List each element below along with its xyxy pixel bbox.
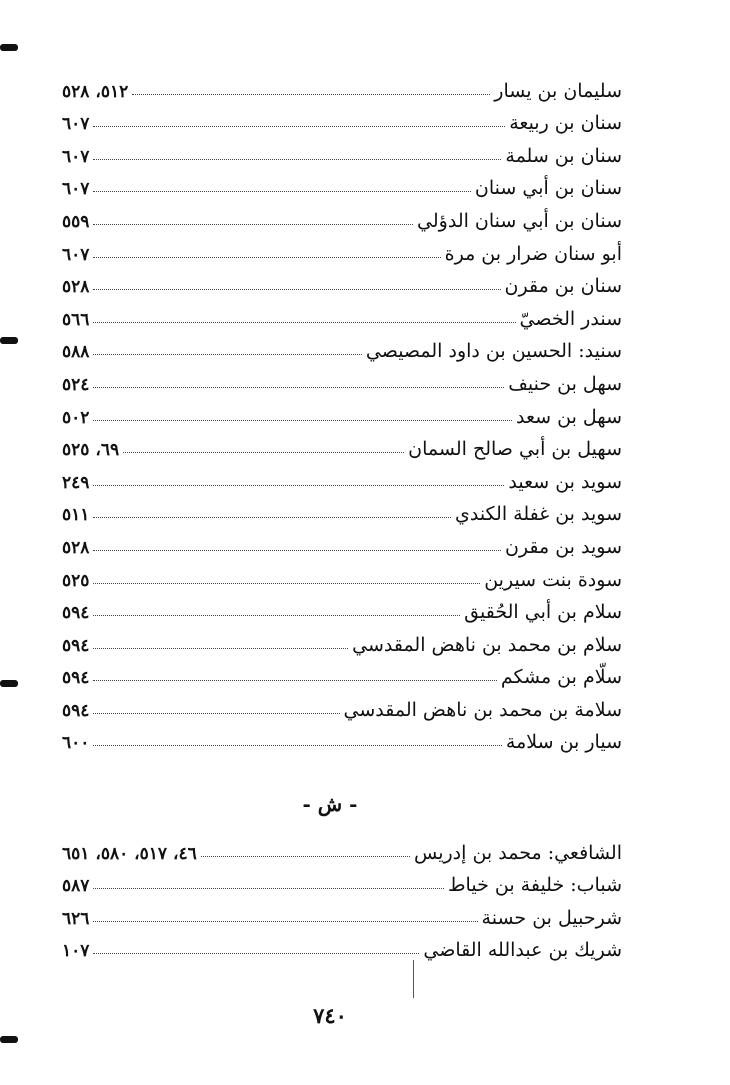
index-entry <box>62 463 622 496</box>
dot-leader <box>93 953 419 954</box>
entry-name: سنان بن مقرن <box>504 275 622 298</box>
dot-leader <box>93 517 451 518</box>
entry-pages: ٥٨٧ <box>62 876 90 897</box>
index-section-sin <box>62 72 622 756</box>
dot-leader <box>93 485 504 486</box>
entry-name: سويد بن غفلة الكندي <box>454 503 622 526</box>
dot-leader <box>93 888 444 889</box>
index-entry <box>62 431 622 464</box>
index-entry <box>62 105 622 138</box>
entry-pages: ٥٠٢ <box>62 407 90 428</box>
entry-name: سنيد: الحسين بن داود المصيصي <box>365 340 622 363</box>
index-entry <box>62 170 622 203</box>
dot-leader <box>93 648 348 649</box>
scan-mark <box>0 680 18 687</box>
entry-pages: ٦٠٧ <box>62 244 90 265</box>
index-entry <box>62 300 622 333</box>
entry-pages: ٥٢٨ <box>62 277 90 298</box>
scan-mark <box>0 337 18 344</box>
dot-leader <box>93 420 512 421</box>
index-entry <box>62 268 622 301</box>
entry-pages: ٢٤٩ <box>62 472 90 493</box>
dot-leader <box>93 354 361 355</box>
index-entry <box>62 561 622 594</box>
index-entry <box>62 496 622 529</box>
dot-leader <box>93 191 471 192</box>
index-entry <box>62 724 622 757</box>
dot-leader <box>93 387 504 388</box>
dot-leader <box>93 745 502 746</box>
index-entry <box>62 834 622 867</box>
index-entry <box>62 691 622 724</box>
entry-pages: ٥٩٤ <box>62 700 90 721</box>
dot-leader <box>201 856 410 857</box>
entry-pages: ٦٢٦ <box>62 908 90 929</box>
entry-name: شباب: خليفة بن خياط <box>447 874 622 897</box>
dot-leader <box>93 921 477 922</box>
index-entry <box>62 398 622 431</box>
index-entry <box>62 867 622 900</box>
index-entry <box>62 899 622 932</box>
dot-leader <box>93 322 515 323</box>
index-entry <box>62 365 622 398</box>
entry-name: سويد بن سعيد <box>508 470 622 493</box>
entry-name: أبو سنان ضرار بن مرة <box>444 242 622 265</box>
dot-leader <box>93 615 460 616</box>
column-divider <box>413 960 414 998</box>
index-entry <box>62 333 622 366</box>
page-number: ٧٤٠ <box>313 1003 347 1028</box>
index-entry <box>62 659 622 692</box>
entry-pages: ٥٢٥ <box>62 570 90 591</box>
dot-leader <box>93 257 440 258</box>
entry-pages: ٥٢٨ <box>62 537 90 558</box>
dot-leader <box>123 452 404 453</box>
dot-leader <box>93 550 501 551</box>
entry-pages: ٥٨٨ <box>62 342 90 363</box>
entry-pages: ٦٩، ٥٢٥ <box>62 440 120 461</box>
entry-pages: ٥٩٤ <box>62 635 90 656</box>
entry-name: سليمان بن يسار <box>494 79 622 102</box>
scan-mark <box>0 1036 18 1043</box>
dot-leader <box>93 126 505 127</box>
entry-name: سهيل بن أبي صالح السمان <box>408 438 622 461</box>
index-entry <box>62 594 622 627</box>
dot-leader <box>93 224 413 225</box>
index-entry <box>62 137 622 170</box>
index-entry <box>62 528 622 561</box>
entry-pages: ٦٠٧ <box>62 146 90 167</box>
index-entry <box>62 626 622 659</box>
entry-name: سودة بنت سيرين <box>484 568 622 591</box>
entry-pages: ٥٦٦ <box>62 309 90 330</box>
section-heading: - ش - <box>302 792 358 816</box>
index-entry <box>62 235 622 268</box>
entry-name: سنان بن سلمة <box>505 144 622 167</box>
dot-leader <box>93 583 480 584</box>
entry-name: سويد بن مقرن <box>504 535 622 558</box>
dot-leader <box>93 289 500 290</box>
entry-pages: ٦٠٧ <box>62 179 90 200</box>
entry-name: الشافعي: محمد بن إدريس <box>414 841 622 864</box>
entry-pages: ٥٩٤ <box>62 668 90 689</box>
entry-pages: ٥٢٤ <box>62 374 90 395</box>
entry-name: سهل بن سعد <box>516 405 622 428</box>
index-section-shin <box>62 834 622 964</box>
dot-leader <box>93 159 501 160</box>
index-entry <box>62 72 622 105</box>
scan-mark <box>0 44 18 51</box>
index-entry <box>62 932 622 965</box>
entry-pages: ٥١٢، ٥٢٨ <box>62 81 129 102</box>
entry-name: سلّام بن مشكم <box>500 666 622 689</box>
entry-pages: ٥١١ <box>62 505 90 526</box>
dot-leader <box>93 713 339 714</box>
entry-name: سنان بن ربيعة <box>509 112 622 135</box>
entry-name: سندر الخصيّ <box>519 307 622 330</box>
entry-pages: ١٠٧ <box>62 941 90 962</box>
entry-name: سلام بن أبي الحُقيق <box>464 601 622 624</box>
index-entry <box>62 202 622 235</box>
entry-pages: ٦٠٠ <box>62 733 90 754</box>
entry-pages: ٥٥٩ <box>62 211 90 232</box>
entry-name: سيار بن سلامة <box>505 731 622 754</box>
entry-name: سنان بن أبي سنان الدؤلي <box>417 209 622 232</box>
entry-name: سهل بن حنيف <box>508 372 622 395</box>
dot-leader <box>132 94 490 95</box>
entry-pages: ٤٦، ٥١٧، ٥٨٠، ٦٥١ <box>62 843 197 864</box>
entry-name: شرحبيل بن حسنة <box>481 906 622 929</box>
dot-leader <box>93 680 496 681</box>
entry-pages: ٦٠٧ <box>62 114 90 135</box>
entry-name: شريك بن عبدالله القاضي <box>423 939 622 962</box>
entry-name: سلام بن محمد بن ناهض المقدسي <box>352 633 622 656</box>
entry-pages: ٥٩٤ <box>62 603 90 624</box>
entry-name: سلامة بن محمد بن ناهض المقدسي <box>343 698 622 721</box>
entry-name: سنان بن أبي سنان <box>474 177 622 200</box>
